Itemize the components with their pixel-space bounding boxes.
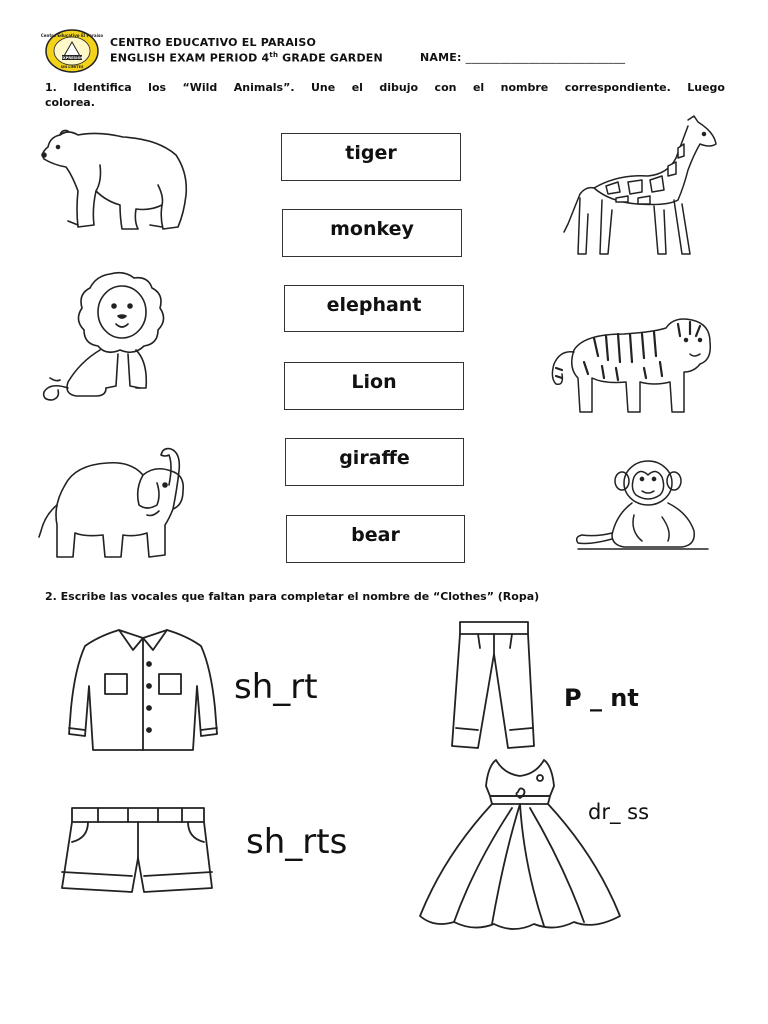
bear-picture[interactable] bbox=[38, 125, 193, 235]
name-field[interactable] bbox=[420, 51, 625, 64]
exam-title bbox=[110, 51, 383, 65]
word-box-tiger[interactable] bbox=[281, 133, 461, 181]
word-box-giraffe[interactable] bbox=[285, 438, 464, 486]
logo-bottom-text: SIN LÍMITES bbox=[60, 65, 84, 69]
monkey-picture[interactable] bbox=[572, 455, 712, 551]
shirt-picture[interactable] bbox=[63, 624, 223, 754]
word-box-monkey[interactable] bbox=[282, 209, 462, 257]
word-monkey: monkey bbox=[330, 218, 414, 240]
section2-instruction: 2. Escribe las vocales que faltan para completar el nombre de “Clothes” (Ropa) bbox=[45, 590, 540, 603]
lion-picture[interactable] bbox=[40, 270, 188, 405]
clothes-word-shorts: sh_rts bbox=[246, 822, 348, 862]
name-label: NAME: bbox=[420, 51, 462, 64]
giraffe-picture[interactable] bbox=[558, 114, 723, 264]
shorts-picture[interactable] bbox=[58, 802, 216, 897]
elephant-picture[interactable] bbox=[35, 445, 195, 565]
word-lion: Lion bbox=[351, 371, 397, 393]
clothes-word-pants: P _ nt bbox=[564, 684, 639, 712]
school-name: CENTRO EDUCATIVO EL PARAISO bbox=[110, 36, 317, 49]
word-giraffe: giraffe bbox=[339, 447, 410, 469]
word-box-bear[interactable] bbox=[286, 515, 465, 563]
school-logo bbox=[40, 28, 104, 74]
section1-instruction-line1: 1. Identifica los “Wild Animals”. Une el dibujo con el nombre correspondiente. Luego bbox=[45, 81, 725, 94]
logo-band-text: EXPRESIÓN bbox=[60, 56, 84, 60]
clothes-word-shirt: sh_rt bbox=[234, 667, 318, 707]
section1-instruction-line2: colorea. bbox=[45, 96, 95, 109]
logo-top-text: Centro Educativo El Paraíso bbox=[40, 33, 104, 38]
dress-picture[interactable] bbox=[414, 756, 626, 936]
word-tiger: tiger bbox=[345, 142, 397, 164]
clothes-word-dress: dr_ ss bbox=[588, 800, 650, 824]
word-bear: bear bbox=[351, 524, 400, 546]
word-box-elephant[interactable] bbox=[284, 285, 464, 332]
name-line[interactable]: ____________________________ bbox=[465, 51, 626, 64]
exam-title-suffix: GRADE GARDEN bbox=[282, 51, 383, 65]
word-box-lion[interactable] bbox=[284, 362, 464, 410]
tiger-picture[interactable] bbox=[544, 312, 716, 420]
exam-title-sup: th bbox=[269, 51, 279, 59]
exam-title-prefix: ENGLISH EXAM PERIOD 4 bbox=[110, 51, 270, 65]
word-elephant: elephant bbox=[326, 294, 422, 316]
pants-picture[interactable] bbox=[448, 618, 540, 753]
